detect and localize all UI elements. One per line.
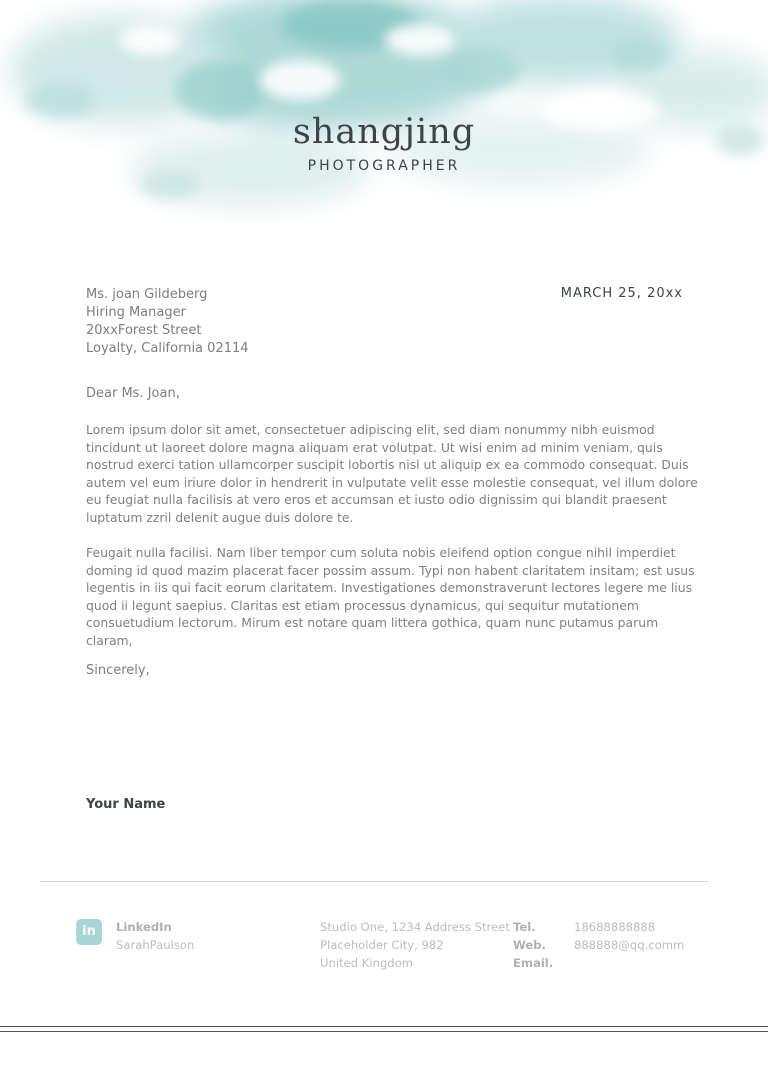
recipient-title: Hiring Manager [86,305,186,320]
recipient-city: Loyalty, California 02114 [86,341,249,356]
footer-divider [40,881,708,882]
letter-date: MARCH 25, 20xx [560,286,683,301]
letterhead [0,112,768,174]
tel-value: 18688888888 [574,920,656,934]
recipient-address [86,286,249,358]
closing: Sincerely, [86,663,150,678]
body-paragraph-2: Feugait nulla facilisi. Nam liber tempor cum soluta nobis eleifend option congue nihil imperdiet doming id quod mazim placerat facer possim assum. Typi non habent claritatem insitam; est usus legentis in iis qui facit eorum claritatem. Investigationes demonstraverunt lectores legere me lius quod ii legunt saepius. Claritas est etiam processus dynamicus, qui sequitur mutationem consuetudium lectorum. Mirum est notare quam littera gothica, quam nunc putamus parum claram, [86,545,695,648]
signature-name: Your Name [86,797,166,812]
contact-labels [513,918,553,972]
linkedin-contact [116,918,194,954]
linkedin-handle: SarahPaulson [116,938,195,952]
linkedin-label: LinkedIn [116,920,172,934]
page-edge-line-bottom [0,1031,768,1032]
recipient-street: 20xxForest Street [86,323,202,338]
sender-role: PHOTOGRAPHER [307,158,461,174]
address-line-1: Studio One, 1234 Address Street [320,920,510,934]
email-label: Email. [513,956,554,970]
address-line-2: Placeholder City, 982 [320,938,444,952]
body-paragraph-1: Lorem ipsum dolor sit amet, consectetuer adipiscing elit, sed diam nonummy nibh euismod tincidunt ut laoreet dolore magna aliquam erat volutpat. Ut wisi enim ad minim veniam, quis nostrud exerci tation ullamcorper suscipit lobortis nisl ut aliquip ex ea commodo consequat. Duis autem vel eum iriure dolor in hendrerit in vulputate velit esse molestie consequat, vel illum dolore eu feugiat nulla facilisis at vero eros et accumsan et iusto odio dignissim qui blandit praesent luptatum zzril delenit augue duis dolore te. [86,422,698,525]
page-edge-line-top [0,1026,768,1027]
footer-address [320,918,510,972]
recipient-name: Ms. joan Gildeberg [86,287,208,302]
web-label: Web. [513,938,546,952]
web-value: 888888@qq.comm [574,938,685,952]
address-line-3: United Kingdom [320,956,414,970]
tel-label: Tel. [513,920,536,934]
greeting: Dear Ms. Joan, [86,386,180,401]
sender-name: shangjing [292,112,476,152]
linkedin-icon: in [76,919,102,945]
contact-values [574,918,684,954]
